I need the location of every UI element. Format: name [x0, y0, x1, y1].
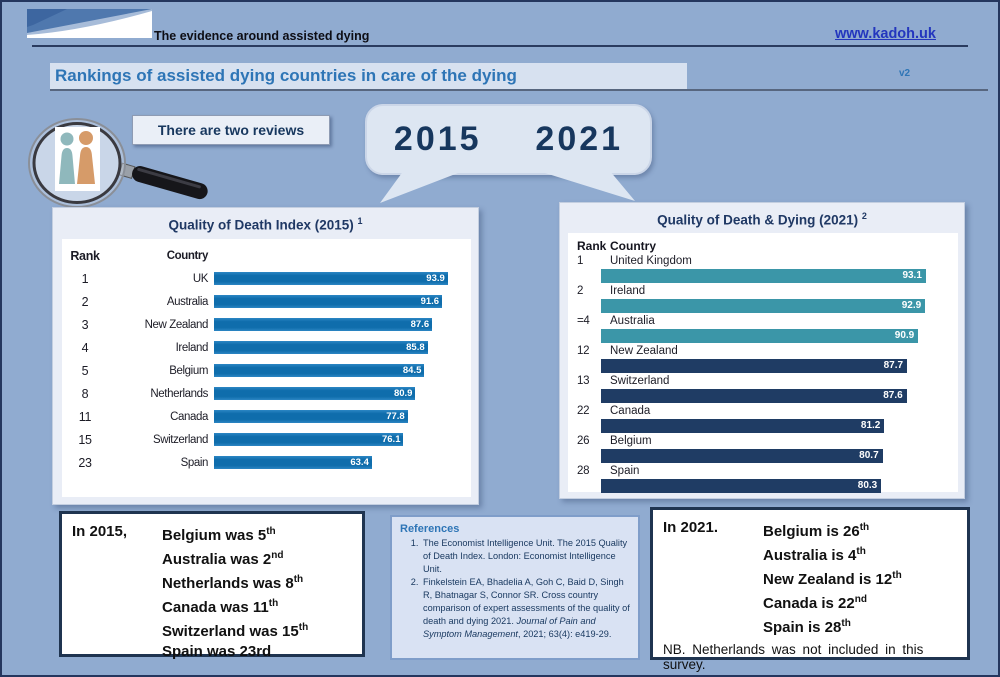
bar-track: [214, 341, 463, 354]
chart-row: [568, 344, 958, 373]
rank-label: 28: [577, 464, 590, 477]
bar-track: [214, 456, 463, 469]
column-header-rank: Rank: [70, 248, 100, 263]
bar-value-label: 84.5: [402, 365, 422, 376]
bar: [214, 456, 372, 469]
rank-label: 23: [78, 455, 92, 470]
ordinal-suffix: th: [856, 546, 866, 557]
chart-2021-rows: [568, 254, 958, 493]
chart-row: [568, 284, 958, 313]
summary-line: New Zealand is 12th: [763, 570, 902, 588]
bar: [214, 295, 442, 308]
bar-value-label: 80.3: [857, 479, 878, 491]
bubble-tail-left: [380, 173, 458, 203]
country-label: New Zealand: [144, 318, 208, 331]
rank-label: 1: [81, 271, 89, 286]
bar: [601, 359, 907, 373]
year-2021-label: 2021: [535, 120, 624, 158]
chart-row-labels: [568, 254, 958, 268]
bar-track: [214, 318, 463, 331]
chart-row: [568, 314, 958, 343]
country-label: Switzerland: [610, 374, 670, 387]
rank-label: 22: [577, 404, 590, 417]
country-label: Spain: [610, 464, 640, 477]
summary-line: Canada is 22nd: [763, 594, 867, 612]
country-label: Spain: [180, 456, 208, 469]
country-label: Australia: [166, 295, 208, 308]
chart-row: [568, 464, 958, 493]
chart-2015-header: [62, 244, 471, 267]
ordinal-suffix: th: [268, 598, 279, 609]
chart-row: [62, 382, 471, 405]
bar-value-label: 87.6: [410, 319, 430, 330]
ordinal-suffix: th: [841, 618, 851, 629]
bar: [214, 318, 432, 331]
country-label: Belgium: [610, 434, 652, 447]
bar: [214, 272, 448, 285]
column-header-rank: Rank: [577, 239, 607, 253]
years-speech-bubble: [365, 104, 652, 175]
header-rule: [32, 45, 968, 47]
summary-2021-box: [650, 507, 970, 672]
summary-line: Spain is 28th: [763, 618, 851, 636]
bar-track: [214, 364, 463, 377]
chart-row-labels: [568, 374, 958, 388]
rank-label: 3: [81, 317, 89, 332]
bar-track: [601, 419, 950, 434]
chart-row: [62, 336, 471, 359]
bar-value-label: 76.1: [381, 434, 401, 445]
references-box: [390, 515, 640, 660]
chart-row-labels: [568, 284, 958, 298]
ordinal-suffix: th: [266, 526, 276, 537]
chart-2015-rows: [62, 267, 471, 474]
header-tagline: The evidence around assisted dying: [154, 29, 370, 43]
country-label: Ireland: [175, 341, 208, 354]
bar-track: [601, 269, 950, 284]
bar-value-label: 93.9: [426, 273, 445, 284]
bar-value-label: 87.7: [883, 359, 904, 371]
ordinal-suffix: th: [859, 522, 870, 533]
chart-row: [62, 405, 471, 428]
reference-item: 2. Finkelstein EA, Bhadelia A, Goh C, Baid D, Singh R, Bhatnagar S, Connor SR. Cross country comparison of expert assessments of the quality of death and dying 2021. Journal of Pain and Symptom Management, 2021; 63(4): e419-29.: [421, 576, 630, 640]
bar-track: [601, 359, 950, 374]
chart-row: [62, 313, 471, 336]
chart-row: [62, 290, 471, 313]
reference-journal: Journal of Pain and Symptom Management: [423, 615, 596, 639]
rank-label: 2: [81, 294, 89, 309]
bar-value-label: 90.9: [894, 329, 915, 341]
references-title: References: [400, 523, 460, 535]
bar: [214, 410, 408, 423]
bar-value-label: 80.9: [393, 388, 413, 399]
ordinal-suffix: th: [293, 574, 304, 585]
bar: [601, 329, 918, 343]
chart-2015-title-text: Quality of Death Index (2015): [168, 217, 354, 233]
chart-2021-title: [560, 203, 964, 228]
chart-row-labels: [568, 464, 958, 478]
bar: [214, 433, 403, 446]
country-label: New Zealand: [610, 344, 678, 357]
ordinal-suffix: th: [298, 622, 309, 633]
title-rule: [50, 89, 988, 91]
bar-value-label: 80.7: [859, 449, 879, 461]
rank-label: 5: [81, 363, 89, 378]
reference-item: 1. The Economist Intelligence Unit. The 2015 Quality of Death Index. London: Economist Intelligence Unit.: [421, 537, 630, 575]
summary-2015-box: [59, 511, 365, 660]
rank-label: =4: [577, 314, 590, 327]
country-label: Australia: [610, 314, 655, 327]
bar-value-label: 87.6: [883, 389, 903, 401]
column-header-country: Country: [166, 249, 208, 262]
column-header-country: Country: [610, 239, 656, 253]
country-label: United Kingdom: [610, 254, 692, 267]
summary-line: Belgium was 5th: [162, 526, 276, 544]
bar-track: [214, 295, 463, 308]
summary-line: Belgium is 26th: [763, 522, 870, 540]
summary-2021-intro: In 2021.: [663, 519, 719, 536]
bar-track: [214, 387, 463, 400]
summary-line: Australia is 4th: [763, 546, 866, 564]
panel-2021: [559, 202, 965, 499]
rank-label: 15: [78, 432, 92, 447]
chart-row: [568, 404, 958, 433]
rank-label: 1: [577, 254, 584, 267]
bar: [601, 389, 907, 403]
chart-2015-body: [62, 239, 471, 497]
bar-value-label: 77.8: [386, 411, 405, 422]
summary-line: Australia was 2nd: [162, 550, 284, 568]
country-label: Ireland: [610, 284, 646, 297]
bar-track: [214, 272, 463, 285]
bar-track: [601, 329, 950, 344]
chart-row: [568, 254, 958, 283]
year-2015-label: 2015: [393, 120, 482, 158]
chart-2015-title: [53, 208, 478, 233]
bar-value-label: 63.4: [350, 457, 369, 468]
rank-label: 26: [577, 434, 590, 447]
rank-label: 12: [577, 344, 590, 357]
kadoh-logo-icon: [27, 9, 152, 38]
rank-label: 13: [577, 374, 590, 387]
ordinal-suffix: nd: [271, 550, 284, 561]
chart-2021-body: [568, 233, 958, 492]
country-label: Belgium: [169, 364, 208, 377]
country-label: Netherlands: [150, 387, 208, 400]
chart-row-labels: [568, 404, 958, 418]
chart-row: [62, 451, 471, 474]
summary-2015-intro: In 2015,: [72, 523, 128, 540]
bar: [214, 387, 415, 400]
bar: [214, 364, 424, 377]
title-strip: [50, 63, 687, 89]
bar: [601, 299, 925, 313]
summary-2015-items: [162, 522, 352, 662]
bar: [601, 479, 881, 493]
country-label: Canada: [170, 410, 208, 423]
panel-2015: [52, 207, 479, 505]
summary-2021-note: NB. Netherlands was not included in this survey.: [663, 642, 924, 672]
rank-label: 2: [577, 284, 584, 297]
bar-track: [214, 410, 463, 423]
bar-value-label: 85.8: [406, 342, 425, 353]
bar: [214, 341, 428, 354]
chart-row-labels: [568, 434, 958, 448]
chart-row: [62, 267, 471, 290]
bar-track: [214, 433, 463, 446]
bar-value-label: 92.9: [901, 299, 922, 311]
bar: [601, 419, 884, 433]
reference-tail: , 2021; 63(4): e419-29.: [517, 628, 612, 639]
version-label: v2: [899, 68, 911, 79]
bar-track: [601, 389, 950, 404]
bar: [601, 269, 926, 283]
chart-row: [568, 374, 958, 403]
ordinal-suffix: th: [892, 570, 902, 581]
country-label: Switzerland: [152, 433, 208, 446]
chart-2021-title-text: Quality of Death & Dying (2021): [657, 212, 859, 228]
summary-line: Netherlands was 8th: [162, 574, 304, 592]
bar-track: [601, 479, 950, 494]
summary-line: Switzerland was 15th: [162, 622, 309, 640]
bar-value-label: 93.1: [902, 269, 922, 281]
bar-track: [601, 299, 950, 314]
website-link[interactable]: www.kadoh.uk: [835, 26, 936, 42]
summary-line: Spain was 23rd: [162, 643, 272, 660]
country-label: Canada: [610, 404, 651, 417]
references-list: [400, 537, 630, 640]
page-title: Rankings of assisted dying countries in care of the dying: [55, 66, 517, 85]
bar-value-label: 81.2: [860, 419, 881, 431]
bubble-tail-right: [545, 173, 635, 201]
ordinal-suffix: nd: [854, 594, 867, 605]
chart-row: [568, 434, 958, 463]
summary-2021-items: [763, 518, 957, 638]
bar-value-label: 91.6: [420, 296, 440, 307]
country-label: UK: [192, 272, 208, 285]
rank-label: 8: [81, 386, 89, 401]
rank-label: 11: [78, 409, 92, 424]
chart-2015-footnote-ref: 1: [357, 216, 363, 226]
chart-2021-footnote-ref: 2: [861, 211, 867, 221]
chart-row-labels: [568, 344, 958, 358]
chart-row-labels: [568, 314, 958, 328]
bar-track: [601, 449, 950, 464]
chart-row: [62, 428, 471, 451]
rank-label: 4: [81, 340, 89, 355]
bar: [601, 449, 883, 463]
summary-line: Canada was 11th: [162, 598, 279, 616]
chart-row: [62, 359, 471, 382]
two-reviews-callout: There are two reviews: [132, 115, 330, 145]
chart-2021-header: [568, 238, 958, 254]
